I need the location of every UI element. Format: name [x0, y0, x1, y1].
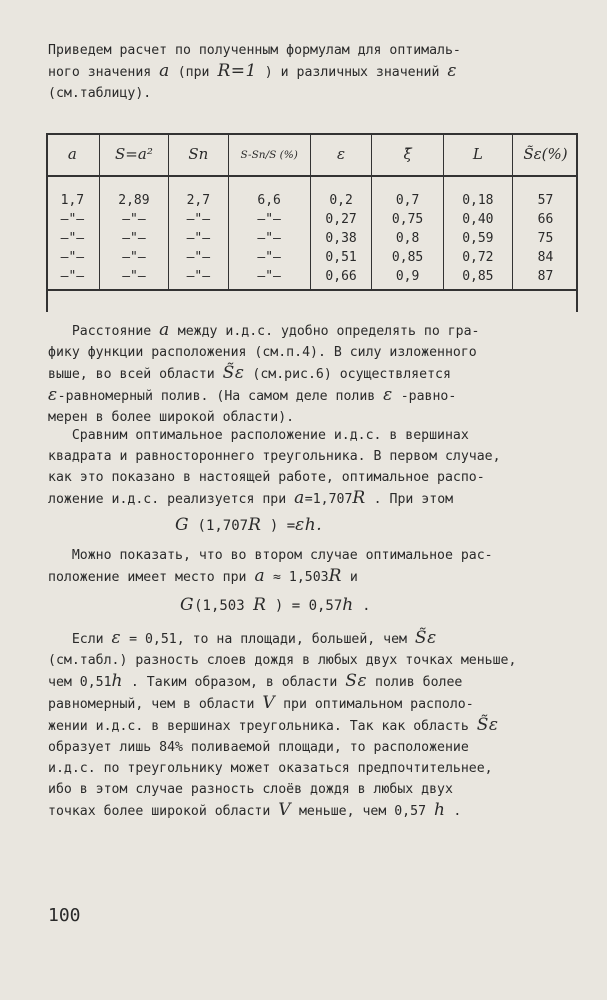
- table-cell: 2,89: [99, 191, 168, 210]
- table-row: [46, 248, 578, 267]
- table-row: [46, 267, 578, 290]
- table-cell: –"–: [228, 229, 310, 248]
- header-xi: ξ̄: [372, 133, 443, 176]
- table-cell: 84: [513, 248, 578, 267]
- table-cell: 0,85: [443, 267, 512, 290]
- table-cell: –"–: [60, 212, 85, 227]
- text-line: Приведем расчет по полученным формулам для оптималь-: [48, 43, 461, 58]
- text-line: ного значения a (при R=1 ) и различных значений ε: [48, 61, 457, 81]
- text-line: равномерный, чем в области V при оптимальном располо-: [48, 693, 474, 713]
- table-cell: 0,2: [310, 191, 372, 210]
- text-line: Сравним оптимальное расположение и.д.с. в вершинах: [71, 428, 469, 443]
- table-cell: 2,7: [169, 191, 228, 210]
- table-cell: 0,7: [372, 191, 443, 210]
- text-line: Если ε = 0,51, то на площади, большей, чем S̃ε: [71, 628, 437, 648]
- page-number: 100: [48, 905, 81, 926]
- equation-square: G (1,707R ) =εh.: [175, 515, 323, 535]
- table-cell: 0,75: [372, 210, 443, 229]
- text-line: Можно показать, что во втором случае оптимальное рас-: [71, 548, 493, 563]
- text-line: Расстояние a между и.д.с. удобно определять по гра-: [71, 320, 480, 340]
- table-cell: –"–: [46, 267, 99, 290]
- table-cell: 66: [513, 210, 578, 229]
- header-s-eps: S̃ε(%): [513, 133, 578, 176]
- text-line: ε-равномерный полив. (На самом деле полив ε -равно-: [48, 385, 457, 405]
- symbol-a: a: [159, 61, 170, 81]
- table-cell: –"–: [228, 248, 310, 267]
- paragraph-conclusion: [48, 628, 596, 822]
- text-line: ибо в этом случае разность слоёв дождя в любых двух: [48, 782, 453, 797]
- header-epsilon: ε: [310, 133, 372, 176]
- header-a: a: [46, 133, 99, 176]
- table-cell: –"–: [99, 267, 168, 290]
- table-cell: –"–: [169, 229, 228, 248]
- symbol-r-eq: R=1: [217, 61, 257, 81]
- table-cell: 0,38: [310, 229, 372, 248]
- table-cell: –"–: [169, 210, 228, 229]
- paragraph-triangle: [48, 545, 596, 588]
- table-cell: 0,18: [443, 191, 512, 210]
- text-line: и.д.с. по треугольнику может оказаться предпочтительнее,: [48, 761, 493, 776]
- table-cell: 0,59: [443, 229, 512, 248]
- text-line: как это показано в настоящей работе, оптимальное распо-: [48, 470, 485, 485]
- header-l: L: [443, 133, 512, 176]
- text-line: положение имеет место при a ≈ 1,503R и: [48, 566, 358, 586]
- text-line: ложение и.д.с. реализуется при a=1,707R . При этом: [48, 488, 454, 508]
- table-cell: 87: [513, 267, 578, 290]
- table-row: [46, 191, 578, 210]
- table-cell: 75: [513, 229, 578, 248]
- table-cell: 0,51: [310, 248, 372, 267]
- table-cell: –"–: [99, 248, 168, 267]
- table-cell: 1,7: [60, 193, 85, 208]
- table-cell: –"–: [228, 267, 310, 290]
- header-sn: Sn: [169, 133, 228, 176]
- table-cell: –"–: [169, 248, 228, 267]
- text-line: мерен в более широкой области).: [48, 410, 295, 425]
- table-cell: –"–: [228, 210, 310, 229]
- paragraph-distance: [48, 320, 596, 428]
- table-cell: –"–: [169, 267, 228, 290]
- symbol-epsilon: ε: [447, 61, 457, 81]
- table-cell: 0,72: [443, 248, 512, 267]
- header-s: S=a²: [99, 133, 168, 176]
- table-cell: 57: [513, 191, 578, 210]
- text-line: (см.табл.) разность слоев дождя в любых двух точках меньше,: [48, 653, 517, 668]
- text-line: фику функции расположения (см.п.4). В силу изложенного: [48, 345, 477, 360]
- table-cell: –"–: [99, 229, 168, 248]
- text-line: жении и.д.с. в вершинах треугольника. Так как область S̃ε: [48, 715, 499, 735]
- text-line: чем 0,51h . Таким образом, в области Sε полив более: [48, 671, 463, 691]
- table-cell: 6,6: [228, 191, 310, 210]
- table-cell: –"–: [60, 231, 85, 246]
- text-line: образует лишь 84% поливаемой площади, то расположение: [48, 740, 469, 755]
- table-cell: 0,40: [443, 210, 512, 229]
- paragraph-compare: [48, 425, 596, 510]
- header-ratio: S-Sn/S (%): [228, 133, 310, 176]
- text-line: выше, во всей области S̃ε (см.рис.6) осуществляется: [48, 363, 451, 383]
- table-row: [46, 229, 578, 248]
- table-cell: 0,9: [372, 267, 443, 290]
- text-line: точках более широкой области V меньше, чем 0,57 h .: [48, 800, 462, 820]
- table-header-row: [46, 133, 578, 176]
- intro-paragraph: [48, 40, 596, 104]
- results-table: [46, 133, 578, 291]
- text-line: квадрата и равностороннего треугольника. В первом случае,: [48, 449, 501, 464]
- table-cell: –"–: [60, 250, 85, 265]
- text-line: (см.таблицу).: [48, 86, 152, 101]
- table-row: [46, 210, 578, 229]
- table-cell: –"–: [99, 210, 168, 229]
- table-cell: 0,8: [372, 229, 443, 248]
- table-cell: 0,66: [310, 267, 372, 290]
- table-cell: 0,85: [372, 248, 443, 267]
- table-cell: 0,27: [310, 210, 372, 229]
- equation-triangle: G(1,503 R ) = 0,57h .: [180, 595, 371, 615]
